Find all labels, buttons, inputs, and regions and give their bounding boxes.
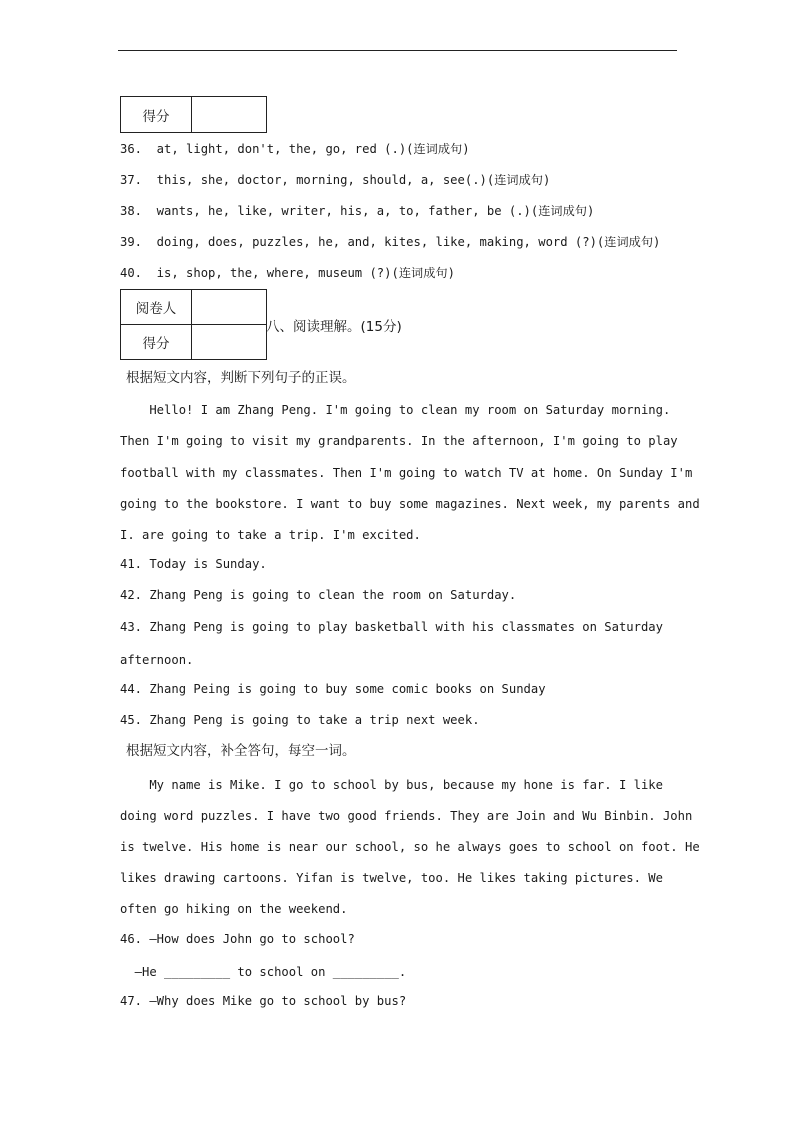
- question-43: 43. Zhang Peng is going to play basketball with his classmates on Saturday: [120, 620, 663, 634]
- passage2-line: doing word puzzles. I have two good friends. They are Join and Wu Binbin. John: [120, 809, 693, 823]
- score-value-2: [192, 325, 267, 360]
- question-39: 39. doing, does, puzzles, he, and, kites, like, making, word (?)(连词成句): [120, 235, 661, 249]
- passage1-line: I. are going to take a trip. I'm excited.: [120, 528, 421, 542]
- passage1-line: going to the bookstore. I want to buy some magazines. Next week, my parents and: [120, 497, 700, 511]
- score-label-2: 得分: [121, 325, 192, 360]
- part2-instruction: 根据短文内容，补全答句，每空一词。: [126, 743, 356, 759]
- grader-value: [192, 290, 267, 325]
- grader-label: 阅卷人: [121, 290, 192, 325]
- score-value: [192, 97, 267, 133]
- question-44: 44. Zhang Peing is going to buy some comic books on Sunday: [120, 682, 546, 696]
- passage2-line: likes drawing cartoons. Yifan is twelve, too. He likes taking pictures. We: [120, 871, 663, 885]
- grader-box: [120, 289, 267, 360]
- question-37: 37. this, she, doctor, morning, should, a, see(.)(连词成句): [120, 173, 551, 187]
- part1-instruction: 根据短文内容，判断下列句子的正误。: [126, 370, 356, 386]
- passage2-line: is twelve. His home is near our school, so he always goes to school on foot. He: [120, 840, 700, 854]
- passage1-line: Then I'm going to visit my grandparents. In the afternoon, I'm going to play: [120, 434, 678, 448]
- question-40: 40. is, shop, the, where, museum (?)(连词成句): [120, 266, 455, 280]
- question-46-answer: —He _________ to school on _________.: [120, 965, 407, 979]
- passage2-line: often go hiking on the weekend.: [120, 902, 348, 916]
- question-46: 46. —How does John go to school?: [120, 932, 355, 946]
- question-42: 42. Zhang Peng is going to clean the room on Saturday.: [120, 588, 517, 602]
- header-rule: [118, 50, 677, 51]
- question-47: 47. —Why does Mike go to school by bus?: [120, 994, 407, 1008]
- question-43-continued: afternoon.: [120, 653, 194, 667]
- question-36: 36. at, light, don't, the, go, red (.)(连词成句): [120, 142, 470, 156]
- passage1-line: football with my classmates. Then I'm going to watch TV at home. On Sunday I'm: [120, 466, 693, 480]
- section-title: 八、阅读理解。(15分): [266, 319, 402, 335]
- passage2-line: My name is Mike. I go to school by bus, because my hone is far. I like: [120, 778, 663, 792]
- passage1-line: Hello! I am Zhang Peng. I'm going to clean my room on Saturday morning.: [120, 403, 671, 417]
- score-box: [120, 96, 267, 133]
- question-41: 41. Today is Sunday.: [120, 557, 267, 571]
- score-label: 得分: [121, 97, 192, 133]
- question-45: 45. Zhang Peng is going to take a trip next week.: [120, 713, 480, 727]
- question-38: 38. wants, he, like, writer, his, a, to, father, be (.)(连词成句): [120, 204, 595, 218]
